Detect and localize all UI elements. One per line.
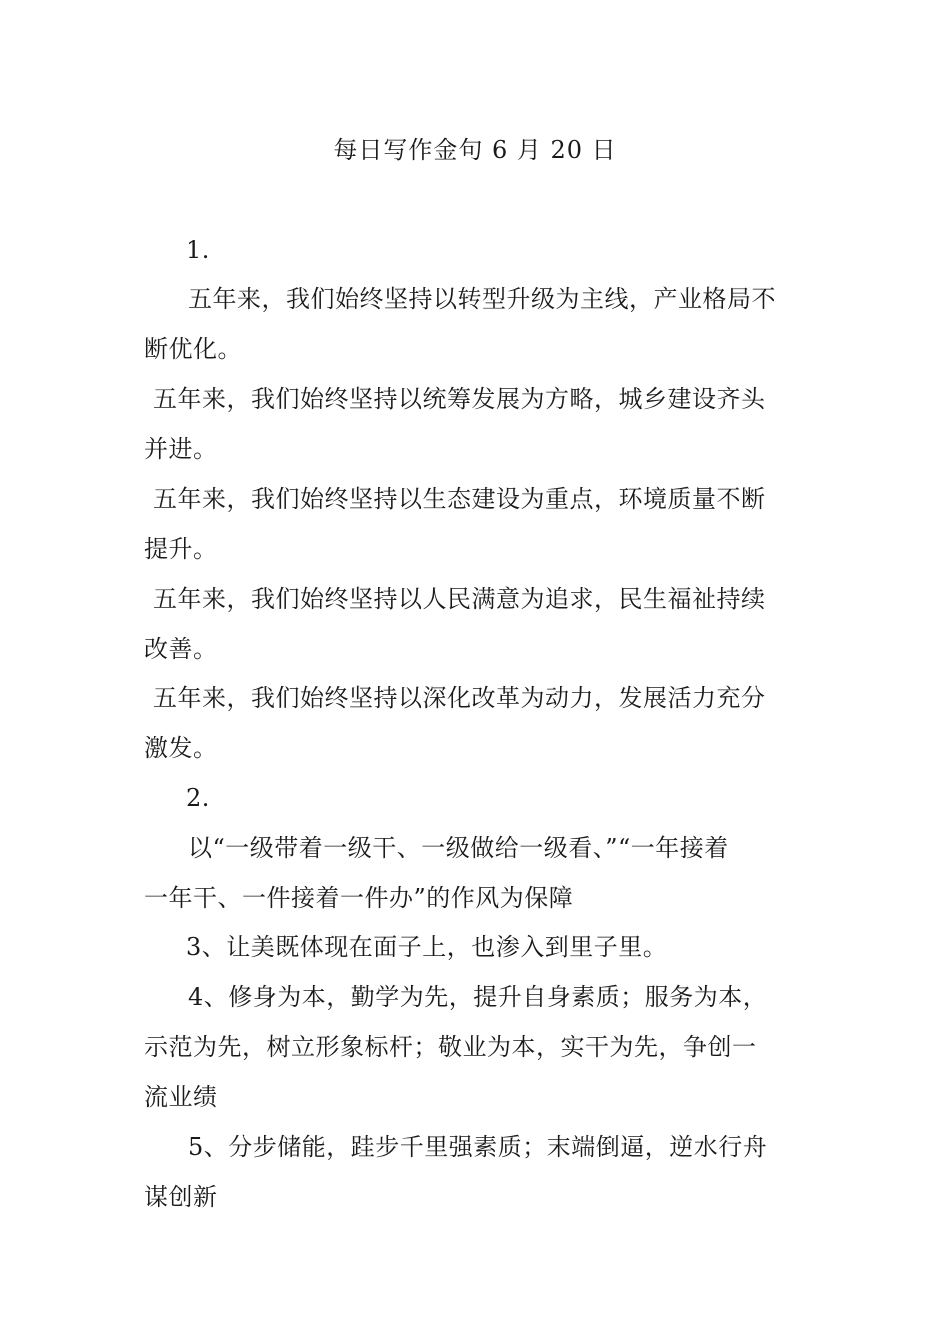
- paragraph-line: 3、让美既体现在面子上，也渗入到里子里。: [186, 933, 668, 961]
- paragraph-line: 4、修身为本，勤学为先，提升自身素质；服务为本，: [188, 983, 768, 1011]
- paragraph-line: 五年来，我们始终坚持以统筹发展为方略，城乡建设齐头: [153, 385, 766, 413]
- paragraph-line: 五年来，我们始终坚持以转型升级为主线，产业格局不: [188, 285, 776, 313]
- paragraph-line: 断优化。: [144, 335, 242, 363]
- paragraph-line: 以“一级带着一级干、一级做给一级看、”“一年接着: [188, 834, 729, 862]
- paragraph-line: 谋创新: [144, 1183, 218, 1211]
- item-number-1: 1.: [186, 236, 210, 264]
- paragraph-line: 改善。: [144, 635, 218, 663]
- paragraph-line: 5、分步储能，跬步千里强素质；末端倒逼，逆水行舟: [188, 1133, 768, 1161]
- item-number-2: 2.: [186, 784, 210, 812]
- paragraph-line: 激发。: [144, 734, 218, 762]
- paragraph-line: 并进。: [144, 435, 218, 463]
- paragraph-line: 流业绩: [144, 1083, 218, 1111]
- paragraph-line: 五年来，我们始终坚持以人民满意为追求，民生福祉持续: [153, 585, 766, 613]
- paragraph-line: 五年来，我们始终坚持以生态建设为重点，环境质量不断: [153, 485, 766, 513]
- paragraph-line: 五年来，我们始终坚持以深化改革为动力，发展活力充分: [153, 684, 766, 712]
- paragraph-line: 提升。: [144, 535, 218, 563]
- document-title: 每日写作金句 6 月 20 日: [333, 136, 617, 164]
- paragraph-line: 示范为先，树立形象标杆；敬业为本，实干为先，争创一: [144, 1033, 757, 1061]
- paragraph-line: 一年干、一件接着一件办”的作风为保障: [144, 884, 574, 912]
